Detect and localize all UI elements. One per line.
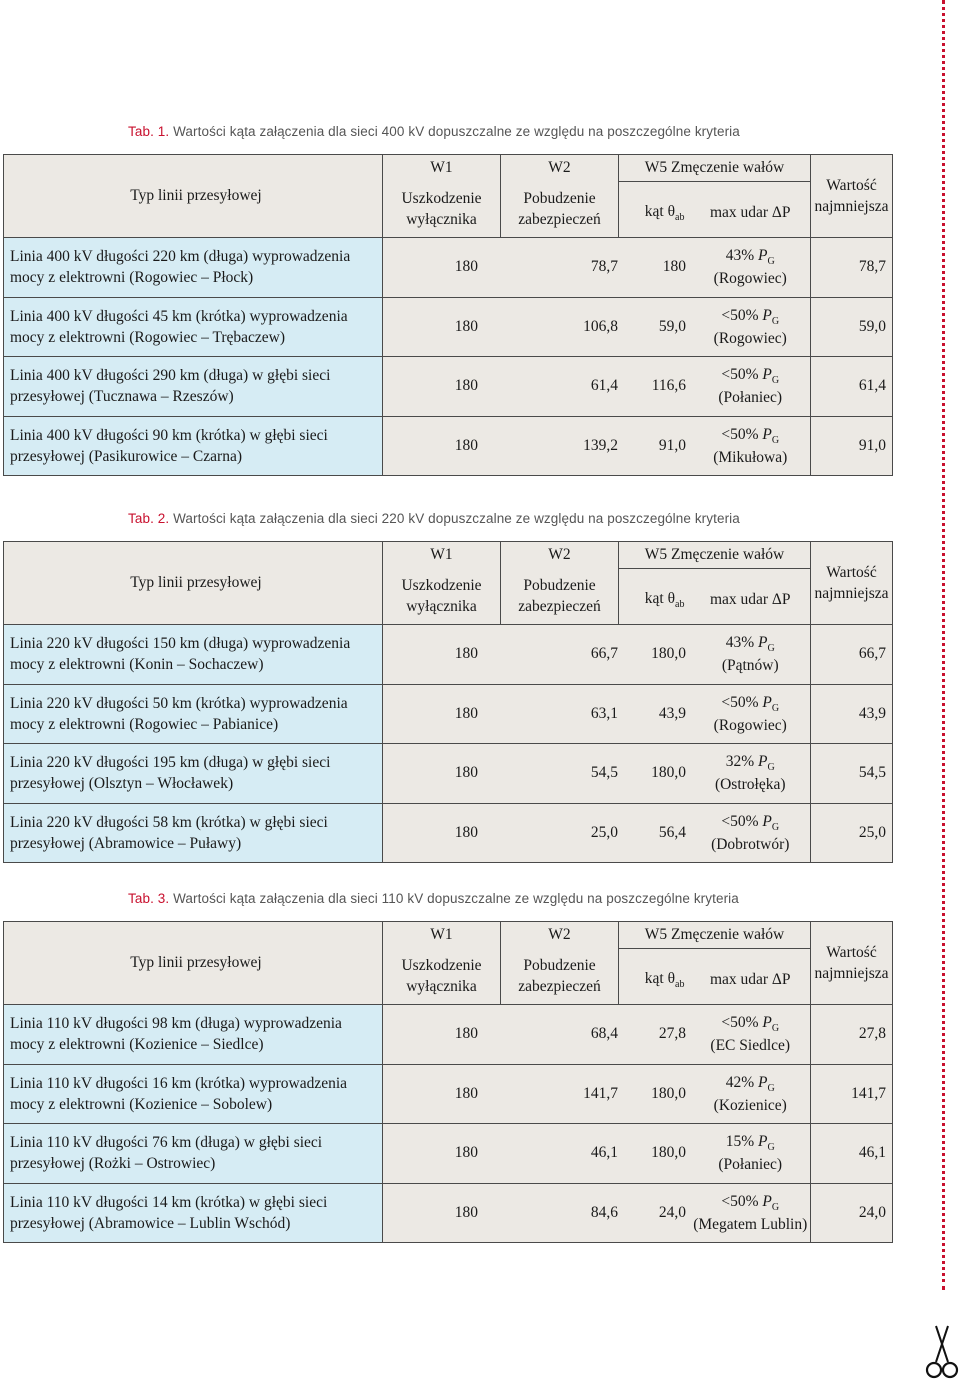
w1-header (383, 155, 501, 182)
header-row (4, 922, 893, 949)
min-header-line2: najmniejsza (814, 585, 889, 602)
criteria-table (3, 154, 893, 476)
table-row (4, 1005, 893, 1065)
line-type-line1: Linia 400 kV długości 290 km (długa) w głębi sieci (10, 367, 331, 385)
surge-source: (Mikułowa) (713, 448, 788, 466)
table-caption (128, 891, 739, 906)
angle-subheader (619, 569, 691, 625)
surge-percent: <50% (721, 693, 759, 711)
w1-value: 180 (454, 1084, 478, 1102)
line-type-cell (4, 416, 383, 476)
line-type-cell (4, 744, 383, 804)
max-surge-subheader (691, 949, 811, 1005)
w1-header (383, 542, 501, 569)
w2-sub-line2: zabezpieczeń (518, 211, 601, 229)
max-surge-line1 (691, 1131, 811, 1154)
pg-symbol: P (758, 634, 768, 652)
surge-percent: <50% (721, 366, 759, 384)
line-type-line1: Linia 110 kV długości 76 km (długa) w głębi sieci (10, 1134, 323, 1152)
w2-value: 54,5 (590, 764, 618, 782)
w1-value: 180 (454, 1025, 478, 1043)
w1-value: 180 (454, 1203, 478, 1221)
values-row (383, 705, 691, 723)
min-header-line2: najmniejsza (814, 965, 889, 982)
angle-subscript: ab (675, 979, 685, 990)
pg-symbol: P (758, 1073, 768, 1091)
type-column-label: Typ linii przesyłowej (130, 187, 262, 204)
pg-subscript: G (767, 1082, 775, 1094)
w1-value: 180 (454, 645, 478, 663)
w2-sub-line1: Pobudzenie (523, 577, 596, 595)
angle-value: 59,0 (658, 317, 686, 335)
scissors-icon (924, 1322, 960, 1384)
min-value-cell (811, 625, 893, 685)
w1-value: 180 (454, 704, 478, 722)
surge-source: (Megatem Lublin) (693, 1215, 808, 1233)
w2-label: W2 (548, 926, 571, 944)
line-type-line2: przesyłowej (Rożki – Ostrowiec) (10, 1155, 216, 1173)
line-type-line1: Linia 110 kV długości 14 km (krótka) w głębi sieci (10, 1193, 328, 1211)
line-type-line1: Linia 220 kV długości 58 km (krótka) w głębi sieci (10, 813, 328, 831)
line-type-cell (4, 357, 383, 417)
w2-sub-line2: zabezpieczeń (518, 598, 601, 616)
w2-value: 61,4 (590, 377, 618, 395)
min-value-cell (811, 684, 893, 744)
min-value-header (811, 542, 893, 625)
surge-source: (EC Siedlce) (710, 1037, 791, 1055)
surge-source: (Ostrołęka) (714, 776, 786, 794)
pg-symbol: P (762, 1014, 772, 1032)
type-column-label: Typ linii przesyłowej (130, 954, 262, 971)
line-type-line1: Linia 400 kV długości 90 km (krótka) w głębi sieci (10, 426, 328, 444)
max-surge-line1 (691, 632, 811, 655)
pg-symbol: P (762, 812, 772, 830)
line-type-cell (4, 1064, 383, 1124)
max-surge-cell (691, 625, 811, 685)
max-surge-cell (691, 297, 811, 357)
table-caption (128, 124, 740, 139)
w2-value: 46,1 (590, 1144, 618, 1162)
line-type-line2: przesyłowej (Tucznawa – Rzeszów) (10, 388, 234, 406)
table-caption (128, 511, 740, 526)
values-row (383, 1144, 691, 1162)
w2-header (501, 155, 619, 182)
cut-line (942, 0, 945, 1290)
w2-subheader (501, 182, 619, 238)
max-surge-line1 (691, 1191, 811, 1214)
min-value: 27,8 (858, 1025, 886, 1043)
values-row (383, 824, 691, 842)
surge-percent: <50% (721, 812, 759, 830)
values-cell (383, 297, 691, 357)
pg-subscript: G (771, 1023, 780, 1035)
surge-source: (Połaniec) (718, 389, 783, 407)
type-column-header (4, 155, 383, 238)
values-row (383, 377, 691, 395)
values-row (383, 1204, 691, 1222)
min-header-line2: najmniejsza (814, 198, 889, 215)
values-cell (383, 625, 691, 685)
min-value-cell (811, 297, 893, 357)
angle-value: 180,0 (651, 1144, 686, 1162)
min-value: 54,5 (858, 764, 886, 782)
pg-subscript: G (771, 434, 780, 446)
max-surge-line1 (691, 751, 811, 774)
table-caption-text: Wartości kąta załączenia dla sieci 400 kV dopuszczalne ze względu na poszczególne kryteria (173, 124, 740, 139)
max-surge-line1 (691, 424, 811, 447)
pg-symbol: P (762, 366, 772, 384)
angle-value: 180,0 (651, 645, 686, 663)
w5-label: W5 Zmęczenie wałów (644, 159, 785, 176)
values-cell (383, 803, 691, 863)
pg-symbol: P (758, 247, 768, 265)
min-value-cell (811, 1183, 893, 1243)
values-cell (383, 1064, 691, 1124)
max-surge-subheader (691, 569, 811, 625)
w1-sub-line1: Uszkodzenie (401, 957, 482, 975)
pg-subscript: G (771, 315, 780, 327)
angle-subheader (619, 182, 691, 238)
line-type-line2: mocy z elektrowni (Kozienice – Sobolew) (10, 1095, 273, 1113)
w1-value: 180 (454, 823, 478, 841)
pg-subscript: G (771, 375, 780, 387)
table-row (4, 297, 893, 357)
pg-symbol: P (758, 1133, 768, 1151)
w1-value: 180 (454, 436, 478, 454)
angle-value: 116,6 (651, 377, 686, 395)
angle-subscript: ab (675, 599, 685, 610)
table-row (4, 416, 893, 476)
max-surge-cell (691, 744, 811, 804)
min-header-line1: Wartość (826, 177, 877, 194)
min-value-cell (811, 357, 893, 417)
angle-value: 180,0 (651, 764, 686, 782)
w1-value: 180 (454, 258, 478, 276)
header-row (4, 155, 893, 182)
w1-label: W1 (430, 546, 453, 564)
min-value-cell (811, 803, 893, 863)
surge-source: (Kozienice) (713, 1096, 787, 1114)
angle-label: kąt θ (644, 590, 676, 607)
w2-sub-line1: Pobudzenie (523, 957, 596, 975)
pg-subscript: G (771, 821, 780, 833)
line-type-line2: mocy z elektrowni (Rogowiec – Płock) (10, 269, 254, 287)
table-caption-label: Tab. 2. (128, 511, 170, 526)
max-surge-label: max udar ΔP (709, 971, 791, 988)
surge-percent: 42% (725, 1073, 755, 1091)
values-row (383, 764, 691, 782)
max-surge-line1 (691, 364, 811, 387)
w5-header (619, 542, 811, 569)
line-type-line2: przesyłowej (Pasikurowice – Czarna) (10, 447, 242, 465)
min-header-line1: Wartość (826, 944, 877, 961)
max-surge-cell (691, 1005, 811, 1065)
surge-source: (Dobrotwór) (711, 835, 790, 853)
w2-sub-line2: zabezpieczeń (518, 978, 601, 996)
table-caption-label: Tab. 3. (128, 891, 170, 906)
w2-header (501, 922, 619, 949)
w1-sub-line2: wyłącznika (406, 598, 477, 616)
line-type-cell (4, 684, 383, 744)
angle-value: 27,8 (658, 1025, 686, 1043)
surge-source: (Rogowiec) (713, 270, 787, 288)
line-type-cell (4, 1124, 383, 1184)
w1-label: W1 (430, 159, 453, 177)
pg-subscript: G (767, 643, 775, 655)
line-type-line1: Linia 220 kV długości 150 km (długa) wyprowadzenia (10, 635, 351, 653)
line-type-line1: Linia 110 kV długości 98 km (długa) wyprowadzenia (10, 1015, 342, 1033)
pg-subscript: G (771, 702, 780, 714)
w5-label: W5 Zmęczenie wałów (644, 926, 785, 943)
w1-sub-line1: Uszkodzenie (401, 577, 482, 595)
w2-value: 106,8 (583, 317, 618, 335)
w2-value: 25,0 (590, 823, 618, 841)
w5-label: W5 Zmęczenie wałów (644, 546, 785, 563)
values-cell (383, 1183, 691, 1243)
surge-source: (Rogowiec) (713, 329, 787, 347)
values-row (383, 437, 691, 455)
values-row (383, 1085, 691, 1103)
max-surge-line1 (691, 305, 811, 328)
pg-symbol: P (762, 425, 772, 443)
w2-value: 66,7 (590, 645, 618, 663)
pg-subscript: G (767, 762, 775, 774)
angle-value: 56,4 (658, 823, 686, 841)
angle-subheader (619, 949, 691, 1005)
surge-percent: 15% (725, 1133, 755, 1151)
min-value: 66,7 (858, 645, 886, 663)
pg-symbol: P (762, 306, 772, 324)
line-type-line1: Linia 400 kV długości 45 km (krótka) wyprowadzenia (10, 307, 348, 325)
min-value-cell (811, 1064, 893, 1124)
values-cell (383, 684, 691, 744)
w1-value: 180 (454, 1144, 478, 1162)
table-caption-text: Wartości kąta załączenia dla sieci 220 kV dopuszczalne ze względu na poszczególne kryteria (173, 511, 740, 526)
pg-symbol: P (762, 1192, 772, 1210)
min-value-header (811, 155, 893, 238)
table-caption-label: Tab. 1. (128, 124, 170, 139)
max-surge-line1 (691, 245, 811, 268)
max-surge-line1 (691, 1072, 811, 1095)
w2-value: 78,7 (590, 258, 618, 276)
table-row (4, 1064, 893, 1124)
surge-source: (Rogowiec) (713, 716, 787, 734)
w5-header (619, 922, 811, 949)
pg-subscript: G (767, 256, 775, 268)
w1-value: 180 (454, 377, 478, 395)
surge-source: (Pątnów) (721, 657, 779, 675)
max-surge-cell (691, 357, 811, 417)
angle-value: 180 (662, 258, 686, 276)
values-cell (383, 357, 691, 417)
angle-value: 180,0 (651, 1084, 686, 1102)
type-column-header (4, 922, 383, 1005)
line-type-line2: przesyłowej (Abramowice – Lublin Wschód) (10, 1214, 291, 1232)
w1-subheader (383, 569, 501, 625)
surge-percent: <50% (721, 1192, 759, 1210)
min-value: 43,9 (858, 704, 886, 722)
w2-sub-line1: Pobudzenie (523, 190, 596, 208)
table-row (4, 684, 893, 744)
surge-percent: 43% (725, 634, 755, 652)
min-value: 78,7 (858, 258, 886, 276)
surge-source: (Połaniec) (718, 1156, 783, 1174)
values-cell (383, 744, 691, 804)
max-surge-cell (691, 1124, 811, 1184)
pg-subscript: G (767, 1142, 775, 1154)
line-type-line2: mocy z elektrowni (Konin – Sochaczew) (10, 656, 264, 674)
min-value: 24,0 (858, 1203, 886, 1221)
type-column-header (4, 542, 383, 625)
line-type-line2: mocy z elektrowni (Kozienice – Siedlce) (10, 1036, 264, 1054)
criteria-table (3, 541, 893, 863)
angle-value: 24,0 (658, 1203, 686, 1221)
max-surge-cell (691, 416, 811, 476)
values-row (383, 1025, 691, 1043)
table-row (4, 357, 893, 417)
table-row (4, 803, 893, 863)
type-column-label: Typ linii przesyłowej (130, 574, 262, 591)
table-row (4, 744, 893, 804)
pg-symbol: P (758, 753, 768, 771)
max-surge-line1 (691, 811, 811, 834)
max-surge-label: max udar ΔP (709, 591, 791, 608)
w1-sub-line1: Uszkodzenie (401, 190, 482, 208)
min-value: 141,7 (851, 1084, 886, 1102)
line-type-cell (4, 238, 383, 298)
min-value-cell (811, 744, 893, 804)
angle-label: kąt θ (644, 203, 676, 220)
w1-sub-line2: wyłącznika (406, 211, 477, 229)
w2-value: 63,1 (590, 704, 618, 722)
min-value-cell (811, 1005, 893, 1065)
w2-label: W2 (548, 159, 571, 177)
min-value: 61,4 (858, 377, 886, 395)
min-value: 25,0 (858, 823, 886, 841)
max-surge-label: max udar ΔP (709, 204, 791, 221)
w2-value: 68,4 (590, 1025, 618, 1043)
max-surge-cell (691, 1064, 811, 1124)
line-type-line2: mocy z elektrowni (Rogowiec – Trębaczew) (10, 328, 286, 346)
w1-value: 180 (454, 764, 478, 782)
w1-value: 180 (454, 317, 478, 335)
line-type-cell (4, 1183, 383, 1243)
surge-percent: 32% (725, 753, 755, 771)
min-value-cell (811, 238, 893, 298)
max-surge-cell (691, 1183, 811, 1243)
line-type-line2: przesyłowej (Olsztyn – Włocławek) (10, 775, 234, 793)
angle-label: kąt θ (644, 970, 676, 987)
line-type-line2: przesyłowej (Abramowice – Puławy) (10, 834, 242, 852)
w1-subheader (383, 949, 501, 1005)
line-type-cell (4, 803, 383, 863)
w2-value: 141,7 (583, 1084, 618, 1102)
values-row (383, 258, 691, 276)
min-value: 91,0 (858, 436, 886, 454)
angle-value: 43,9 (658, 704, 686, 722)
w2-subheader (501, 569, 619, 625)
line-type-cell (4, 1005, 383, 1065)
min-value-header (811, 922, 893, 1005)
surge-percent: <50% (721, 306, 759, 324)
angle-value: 91,0 (658, 436, 686, 454)
max-surge-line1 (691, 692, 811, 715)
surge-percent: 43% (725, 247, 755, 265)
pg-subscript: G (771, 1201, 780, 1213)
line-type-line1: Linia 220 kV długości 50 km (krótka) wyprowadzenia (10, 694, 348, 712)
angle-subscript: ab (675, 212, 685, 223)
values-row (383, 318, 691, 336)
table-row (4, 625, 893, 685)
min-value-cell (811, 416, 893, 476)
w2-value: 139,2 (583, 436, 618, 454)
max-surge-cell (691, 803, 811, 863)
line-type-cell (4, 297, 383, 357)
line-type-line2: mocy z elektrowni (Rogowiec – Pabianice) (10, 715, 279, 733)
line-type-line1: Linia 400 kV długości 220 km (długa) wyprowadzenia (10, 248, 351, 266)
max-surge-line1 (691, 1012, 811, 1035)
w1-subheader (383, 182, 501, 238)
w2-subheader (501, 949, 619, 1005)
values-row (383, 645, 691, 663)
values-cell (383, 1124, 691, 1184)
w1-sub-line2: wyłącznika (406, 978, 477, 996)
w2-value: 84,6 (590, 1203, 618, 1221)
values-cell (383, 238, 691, 298)
values-cell (383, 416, 691, 476)
w1-label: W1 (430, 926, 453, 944)
max-surge-cell (691, 684, 811, 744)
min-value: 46,1 (858, 1144, 886, 1162)
table-caption-text: Wartości kąta załączenia dla sieci 110 kV dopuszczalne ze względu na poszczególne kryteria (173, 891, 739, 906)
min-value-cell (811, 1124, 893, 1184)
w2-label: W2 (548, 546, 571, 564)
values-cell (383, 1005, 691, 1065)
table-row (4, 1183, 893, 1243)
header-row (4, 542, 893, 569)
criteria-table (3, 921, 893, 1243)
w2-header (501, 542, 619, 569)
table-row (4, 1124, 893, 1184)
max-surge-cell (691, 238, 811, 298)
line-type-line1: Linia 220 kV długości 195 km (długa) w głębi sieci (10, 754, 331, 772)
w1-header (383, 922, 501, 949)
line-type-line1: Linia 110 kV długości 16 km (krótka) wyprowadzenia (10, 1074, 348, 1092)
pg-symbol: P (762, 693, 772, 711)
surge-percent: <50% (721, 1014, 759, 1032)
min-header-line1: Wartość (826, 564, 877, 581)
max-surge-subheader (691, 182, 811, 238)
line-type-cell (4, 625, 383, 685)
table-row (4, 238, 893, 298)
surge-percent: <50% (721, 425, 759, 443)
w5-header (619, 155, 811, 182)
min-value: 59,0 (858, 317, 886, 335)
